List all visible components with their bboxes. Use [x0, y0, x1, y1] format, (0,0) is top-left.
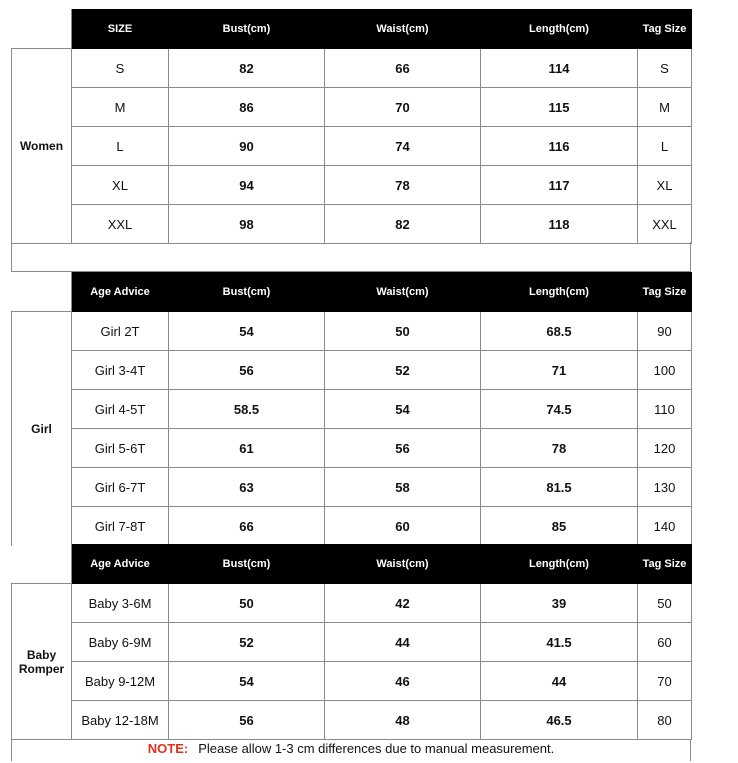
table-row: [12, 390, 692, 429]
measurement-cell: 48: [325, 701, 481, 740]
table-row: [12, 166, 692, 205]
size-cell: Baby 12-18M: [72, 701, 169, 740]
column-header: Length(cm): [481, 10, 638, 49]
baby-size-table: [11, 544, 692, 740]
column-header: Tag Size: [638, 10, 692, 49]
measurement-cell: 117: [481, 166, 638, 205]
column-header: Waist(cm): [325, 10, 481, 49]
tag-size-cell: 130: [638, 468, 692, 507]
size-cell: Girl 7-8T: [72, 507, 169, 546]
size-cell: Girl 4-5T: [72, 390, 169, 429]
measurement-cell: 61: [169, 429, 325, 468]
size-cell: L: [72, 127, 169, 166]
women-size-table: [11, 9, 692, 244]
header-corner: [12, 545, 72, 584]
tag-size-cell: 80: [638, 701, 692, 740]
measurement-cell: 98: [169, 205, 325, 244]
measurement-cell: 44: [481, 662, 638, 701]
measurement-cell: 118: [481, 205, 638, 244]
header-corner: [12, 10, 72, 49]
column-header: Age Advice: [72, 273, 169, 312]
measurement-cell: 71: [481, 351, 638, 390]
size-cell: Girl 3-4T: [72, 351, 169, 390]
group-label: Girl: [12, 312, 72, 546]
table-row: [12, 429, 692, 468]
group-label: Baby Romper: [12, 584, 72, 740]
tag-size-cell: 90: [638, 312, 692, 351]
measurement-cell: 114: [481, 49, 638, 88]
measurement-cell: 54: [169, 662, 325, 701]
measurement-cell: 63: [169, 468, 325, 507]
measurement-cell: 50: [325, 312, 481, 351]
table-row: [12, 662, 692, 701]
measurement-cell: 82: [325, 205, 481, 244]
tag-size-cell: 100: [638, 351, 692, 390]
size-cell: Girl 2T: [72, 312, 169, 351]
table-row: [12, 701, 692, 740]
column-header: Waist(cm): [325, 273, 481, 312]
table-row: [12, 88, 692, 127]
table-row: [12, 127, 692, 166]
measurement-cell: 86: [169, 88, 325, 127]
column-header: Bust(cm): [169, 273, 325, 312]
measurement-cell: 85: [481, 507, 638, 546]
girl-size-table: [11, 272, 692, 546]
column-header: Length(cm): [481, 545, 638, 584]
table-row: [12, 584, 692, 623]
size-cell: XXL: [72, 205, 169, 244]
measurement-cell: 50: [169, 584, 325, 623]
measurement-cell: 44: [325, 623, 481, 662]
measurement-cell: 56: [169, 701, 325, 740]
measurement-cell: 58.5: [169, 390, 325, 429]
size-cell: S: [72, 49, 169, 88]
measurement-cell: 81.5: [481, 468, 638, 507]
tag-size-cell: 70: [638, 662, 692, 701]
measurement-cell: 70: [325, 88, 481, 127]
size-cell: Girl 5-6T: [72, 429, 169, 468]
size-cell: XL: [72, 166, 169, 205]
measurement-cell: 39: [481, 584, 638, 623]
table-row: [12, 507, 692, 546]
column-header: Tag Size: [638, 545, 692, 584]
measurement-cell: 90: [169, 127, 325, 166]
measurement-cell: 78: [481, 429, 638, 468]
tag-size-cell: 50: [638, 584, 692, 623]
measurement-cell: 54: [169, 312, 325, 351]
column-header: SIZE: [72, 10, 169, 49]
measurement-cell: 52: [325, 351, 481, 390]
measurement-cell: 52: [169, 623, 325, 662]
measurement-cell: 58: [325, 468, 481, 507]
tag-size-cell: L: [638, 127, 692, 166]
group-label: Women: [12, 49, 72, 244]
table-row: [12, 205, 692, 244]
tag-size-cell: XL: [638, 166, 692, 205]
header-row: [12, 10, 692, 49]
measurement-cell: 66: [169, 507, 325, 546]
measurement-cell: 41.5: [481, 623, 638, 662]
tag-size-cell: 60: [638, 623, 692, 662]
measurement-cell: 56: [325, 429, 481, 468]
note-text: Please allow 1-3 cm differences due to manual measurement.: [198, 741, 555, 756]
column-header: Age Advice: [72, 545, 169, 584]
table-row: [12, 49, 692, 88]
measurement-cell: 82: [169, 49, 325, 88]
tag-size-cell: 140: [638, 507, 692, 546]
note-label: NOTE:: [147, 741, 189, 756]
size-cell: Girl 6-7T: [72, 468, 169, 507]
size-cell: Baby 3-6M: [72, 584, 169, 623]
header-corner: [12, 273, 72, 312]
tag-size-cell: 120: [638, 429, 692, 468]
table-row: [12, 351, 692, 390]
measurement-cell: 56: [169, 351, 325, 390]
tag-size-cell: XXL: [638, 205, 692, 244]
measurement-cell: 78: [325, 166, 481, 205]
measurement-cell: 46.5: [481, 701, 638, 740]
measurement-cell: 68.5: [481, 312, 638, 351]
column-header: Length(cm): [481, 273, 638, 312]
table-row: [12, 623, 692, 662]
column-header: Bust(cm): [169, 10, 325, 49]
header-row: [12, 273, 692, 312]
tag-size-cell: M: [638, 88, 692, 127]
measurement-cell: 74.5: [481, 390, 638, 429]
column-header: Bust(cm): [169, 545, 325, 584]
header-row: [12, 545, 692, 584]
table-row: [12, 312, 692, 351]
size-cell: M: [72, 88, 169, 127]
measurement-cell: 94: [169, 166, 325, 205]
tag-size-cell: S: [638, 49, 692, 88]
column-header: Waist(cm): [325, 545, 481, 584]
measurement-note: [11, 739, 691, 761]
measurement-cell: 74: [325, 127, 481, 166]
tag-size-cell: 110: [638, 390, 692, 429]
table-row: [12, 468, 692, 507]
measurement-cell: 60: [325, 507, 481, 546]
column-header: Tag Size: [638, 273, 692, 312]
measurement-cell: 54: [325, 390, 481, 429]
measurement-cell: 115: [481, 88, 638, 127]
section-gap: [11, 242, 691, 272]
measurement-cell: 116: [481, 127, 638, 166]
measurement-cell: 46: [325, 662, 481, 701]
measurement-cell: 42: [325, 584, 481, 623]
size-cell: Baby 6-9M: [72, 623, 169, 662]
size-cell: Baby 9-12M: [72, 662, 169, 701]
measurement-cell: 66: [325, 49, 481, 88]
